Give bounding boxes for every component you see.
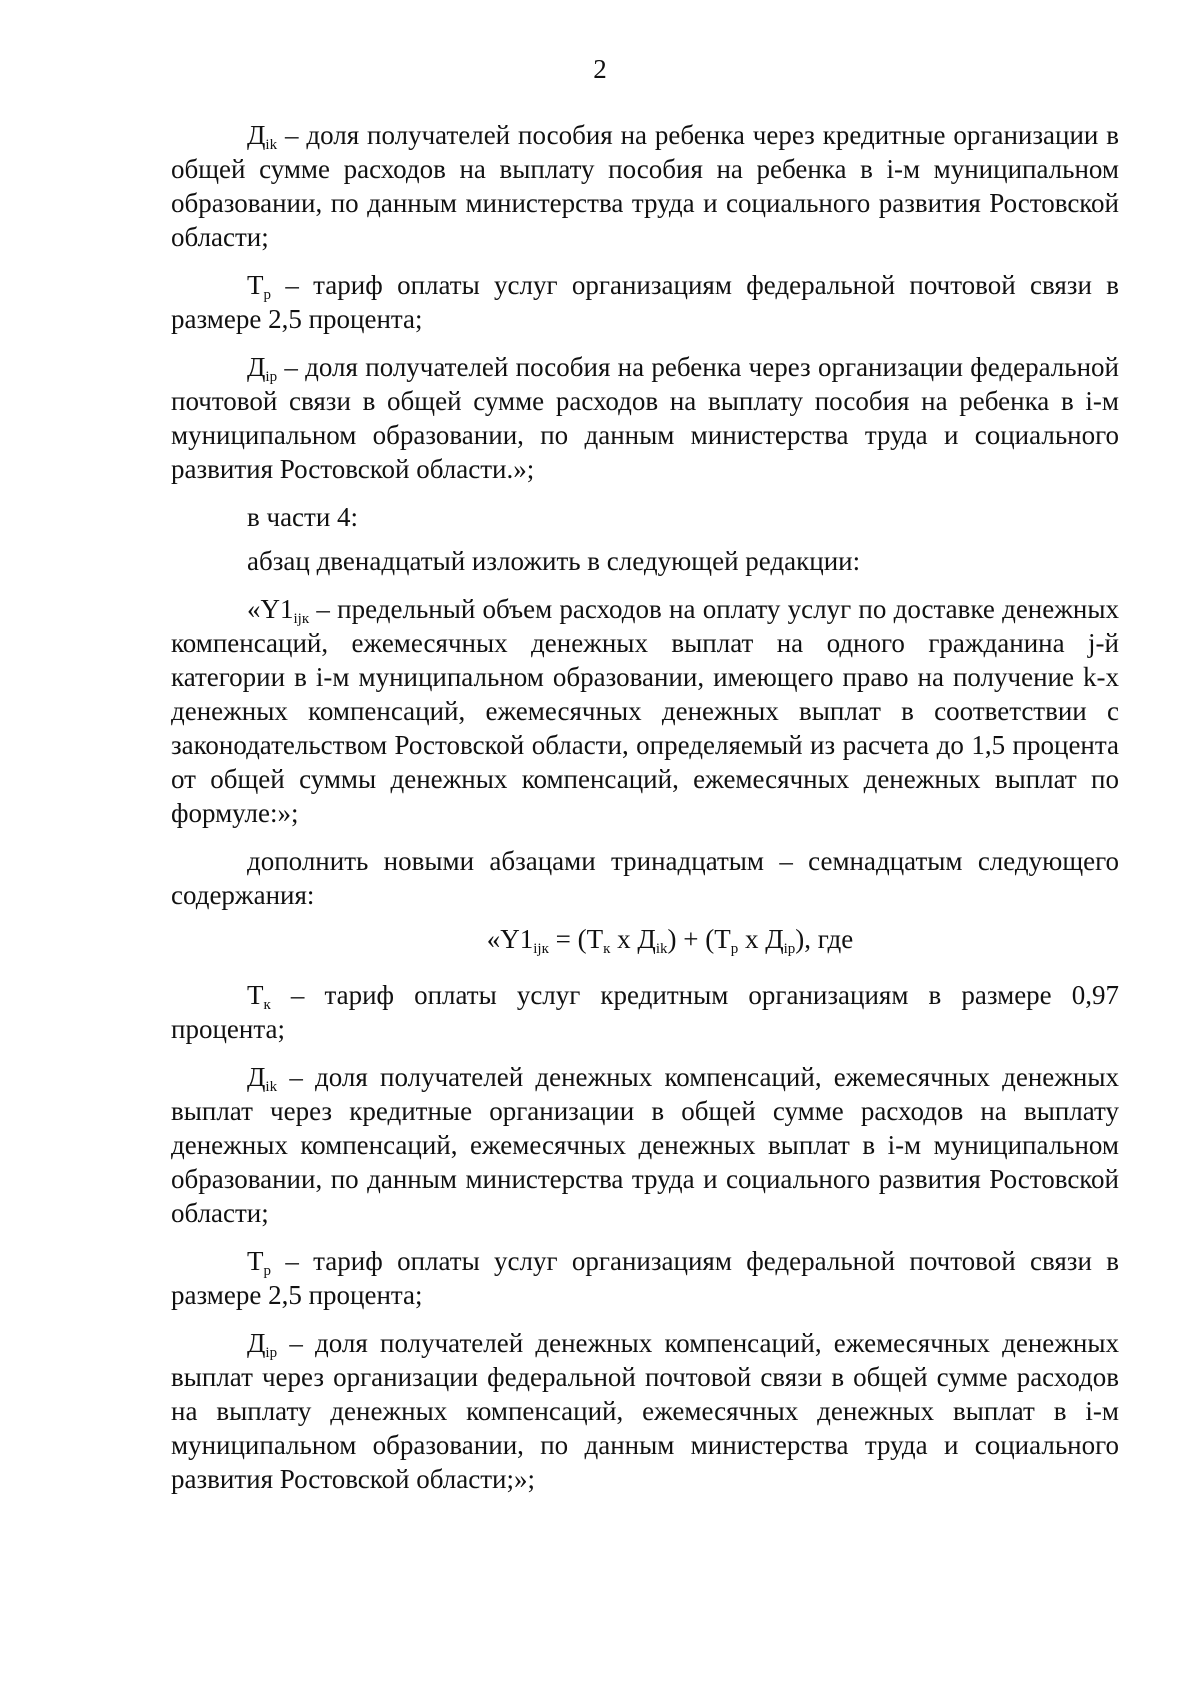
formula-lhs-sub: ijк <box>533 941 549 957</box>
formula-dik-sub: ik <box>655 941 668 957</box>
formula-tail: ), где <box>795 924 854 954</box>
subscript: ip <box>265 1345 278 1361</box>
subscript: к <box>263 997 271 1013</box>
subscript: ijк <box>293 611 310 627</box>
symbol: Д <box>247 1062 266 1092</box>
definition-d-ip <box>171 1326 1119 1496</box>
subscript: р <box>263 1263 271 1279</box>
subscript: ik <box>265 137 278 153</box>
formula-x1: x Д <box>610 924 656 954</box>
subscript: р <box>263 287 271 303</box>
paragraph-text: – доля получателей пособия на ребенка через кредитные организации в общей сумме расходов на выплату пособия на ребенка в i-м муниципальном образовании, по данным министерства труда и социального развития Ростовской области; <box>171 120 1119 252</box>
formula-dip-sub: ip <box>783 941 796 957</box>
symbol: Д <box>247 1328 266 1358</box>
paragraph-d-ip-child-benefit <box>171 350 1119 486</box>
formula-x2: x Д <box>738 924 784 954</box>
symbol: Т <box>247 980 264 1010</box>
definition-t-p <box>171 1244 1119 1312</box>
paragraph-abzac-12 <box>171 544 1119 578</box>
formula <box>171 922 1119 956</box>
paragraph-text: дополнить новыми абзацами тринадцатым – семнадцатым следующего содержания: <box>171 846 1119 910</box>
paragraph-text: – доля получателей пособия на ребенка через организации федеральной почтовой связи в общей сумме расходов на выплату пособия на ребенка в i-м муниципальном образовании, по данным министерства труда и социального развития Ростовской области.»; <box>171 352 1119 484</box>
symbol: Т <box>247 270 264 300</box>
subscript: ik <box>265 1079 278 1095</box>
paragraph-text: – тариф оплаты услуг кредитным организациям в размере 0,97 процента; <box>171 980 1119 1044</box>
paragraph-text: – тариф оплаты услуг организациям федеральной почтовой связи в размере 2,5 процента; <box>171 1246 1119 1310</box>
formula-eq: = (Т <box>548 924 604 954</box>
paragraph-part-4 <box>171 500 1119 534</box>
paragraph-add-abzacs <box>171 844 1119 912</box>
document-body <box>171 118 1119 1496</box>
definition-d-ik <box>171 1060 1119 1230</box>
paragraph-text: – предельный объем расходов на оплату услуг по доставке денежных компенсаций, ежемесячных денежных выплат на одного гражданина j-й категории в i-м муниципальном образовании, имеющего право на получение k-х денежных компенсаций, ежемесячных денежных выплат в соответствии с законодательством Ростовской области, определяемый из расчета до 1,5 процента от общей суммы денежных компенсаций, ежемесячных денежных выплат по формуле:»; <box>171 594 1119 828</box>
paragraph-text: в части 4: <box>247 502 359 532</box>
paragraph-t-p-child-benefit <box>171 268 1119 336</box>
formula-tk-sub: к <box>603 941 611 957</box>
symbol: Д <box>247 120 266 150</box>
paragraph-text: – тариф оплаты услуг организациям федеральной почтовой связи в размере 2,5 процента; <box>171 270 1119 334</box>
paragraph-text: – доля получателей денежных компенсаций, ежемесячных денежных выплат через организации федеральной почтовой связи в общей сумме расходов на выплату денежных компенсаций, ежемесячных денежных выплат в i-м муниципальном образовании, по данным министерства труда и социального развития Ростовской области;»; <box>171 1328 1119 1494</box>
paragraph-d-ik-child-benefit <box>171 118 1119 254</box>
formula-mid: ) + (Т <box>667 924 731 954</box>
page-number: 2 <box>593 54 607 84</box>
definition-t-k <box>171 978 1119 1046</box>
symbol: Д <box>247 352 266 382</box>
paragraph-text: – доля получателей денежных компенсаций, ежемесячных денежных выплат через кредитные организации в общей сумме расходов на выплату денежных компенсаций, ежемесячных денежных выплат в i-м муниципальном образовании, по данным министерства труда и социального развития Ростовской области; <box>171 1062 1119 1228</box>
formula-tp-sub: р <box>730 941 739 957</box>
paragraph-text: абзац двенадцатый изложить в следующей редакции: <box>247 546 861 576</box>
formula-lhs: «Y1 <box>486 924 534 954</box>
symbol: «Y1 <box>247 594 294 624</box>
symbol: Т <box>247 1246 264 1276</box>
paragraph-y1-definition <box>171 592 1119 830</box>
subscript: ip <box>265 369 278 385</box>
